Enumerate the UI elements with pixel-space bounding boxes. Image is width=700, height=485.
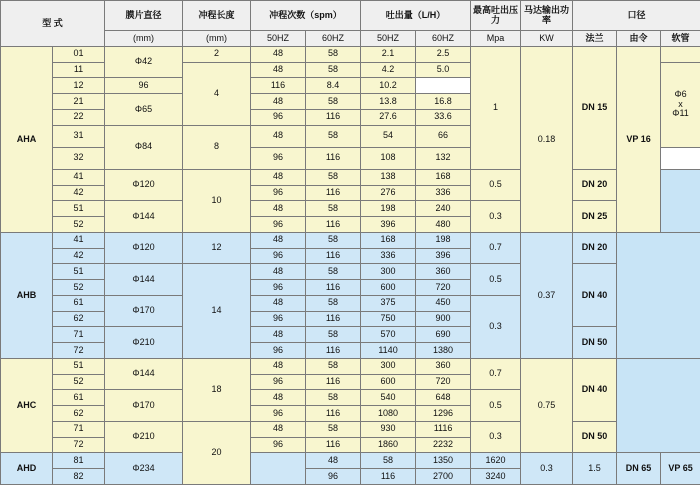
- out50-cell: 600: [361, 280, 416, 296]
- out50-cell: 2700: [416, 469, 471, 485]
- pressure-cell: 0.5: [471, 390, 521, 422]
- freq50-cell: 48: [251, 421, 306, 437]
- code-cell: 01: [53, 46, 105, 62]
- out50-cell: 13.8: [361, 94, 416, 110]
- freq60-cell: 58: [306, 169, 361, 185]
- flange-cell: DN 20: [573, 169, 617, 201]
- out60-cell: 198: [416, 232, 471, 248]
- model-ahc: AHC: [1, 358, 53, 453]
- freq50-cell: 96: [251, 185, 306, 201]
- out60-cell: 396: [416, 248, 471, 264]
- out50-cell: 8.4: [306, 78, 361, 94]
- freq50-cell: 96: [251, 280, 306, 296]
- out60-cell: 3240: [471, 469, 521, 485]
- freq50-cell: 96: [251, 374, 306, 390]
- freq60-cell: 58: [306, 358, 361, 374]
- header-freq-60: 60HZ: [306, 31, 361, 47]
- out50-cell: 2.1: [361, 46, 416, 62]
- diaphragm-cell: Φ65: [105, 94, 183, 126]
- diaphragm-cell: Φ170: [105, 295, 183, 327]
- diaphragm-cell: Φ170: [105, 390, 183, 422]
- freq50-cell: 96: [251, 109, 306, 125]
- freq60-cell: 58: [306, 125, 361, 147]
- hose-spacer: [661, 46, 700, 62]
- freq60-cell: 58: [306, 46, 361, 62]
- out60-cell: 16.8: [416, 94, 471, 110]
- code-cell: 52: [53, 280, 105, 296]
- code-cell: 41: [53, 169, 105, 185]
- header-freq-50: 50HZ: [251, 31, 306, 47]
- header-stroke-unit: (mm): [183, 31, 251, 47]
- diaphragm-cell: Φ42: [105, 46, 183, 78]
- out60-cell: 648: [416, 390, 471, 406]
- model-aha: AHA: [1, 46, 53, 232]
- table-row: [1, 232, 700, 248]
- out50-cell: 375: [361, 295, 416, 311]
- out50-cell: 276: [361, 185, 416, 201]
- pressure-cell: 0.7: [471, 232, 521, 264]
- header-diaphragm: 膜片直径: [105, 1, 183, 31]
- out60-cell: 336: [416, 185, 471, 201]
- motor-cell: 1.5: [573, 453, 617, 485]
- out60-cell: 690: [416, 327, 471, 343]
- freq50-cell: 96: [251, 343, 306, 359]
- freq50-cell: 48: [251, 358, 306, 374]
- freq50-cell: 48: [251, 169, 306, 185]
- freq50-cell: 48: [251, 295, 306, 311]
- diaphragm-cell: Φ144: [105, 358, 183, 390]
- code-cell: 81: [53, 453, 105, 469]
- code-cell: 62: [53, 311, 105, 327]
- freq50-cell: 48: [251, 232, 306, 248]
- code-cell: 82: [53, 469, 105, 485]
- freq50-cell: 96: [105, 78, 183, 94]
- freq50-cell: 96: [251, 311, 306, 327]
- out50-cell: 1860: [361, 437, 416, 453]
- freq50-cell: 48: [251, 125, 306, 147]
- freq60-cell: 58: [306, 94, 361, 110]
- flange-cell: DN 65: [617, 453, 661, 485]
- freq50-cell: 48: [251, 46, 306, 62]
- table-row: [1, 201, 700, 217]
- hose-line-1: Φ6: [674, 89, 687, 100]
- out50-cell: 138: [361, 169, 416, 185]
- out50-cell: 108: [361, 147, 416, 169]
- freq60-cell: 58: [306, 264, 361, 280]
- out60-cell: 66: [416, 125, 471, 147]
- out60-cell: 360: [416, 358, 471, 374]
- header-output: 吐出量（L/H）: [361, 1, 471, 31]
- freq60-cell: 116: [306, 374, 361, 390]
- freq50-cell: 48: [251, 390, 306, 406]
- out50-cell: 1350: [416, 453, 471, 469]
- out50-cell: 570: [361, 327, 416, 343]
- header-flange: 法兰: [573, 31, 617, 47]
- stroke-cell: 8: [183, 125, 251, 169]
- code-cell: 62: [53, 406, 105, 422]
- table-row: [1, 46, 700, 62]
- diaphragm-cell: Φ120: [105, 232, 183, 264]
- union-cell: VP 16: [617, 46, 661, 232]
- out50-cell: 336: [361, 248, 416, 264]
- stroke-cell: 14: [183, 264, 251, 359]
- flange-cell: DN 50: [573, 421, 617, 453]
- header-motor-power: 马达输出功率: [521, 1, 573, 31]
- out60-cell: 132: [416, 147, 471, 169]
- hose-line-3: Φ11: [672, 108, 689, 119]
- out60-cell: 5.0: [416, 62, 471, 78]
- pressure-cell: 0.3: [471, 421, 521, 453]
- stroke-cell: 2: [183, 46, 251, 62]
- code-cell: 61: [53, 390, 105, 406]
- flange-cell: DN 40: [573, 358, 617, 421]
- model-ahd: AHD: [1, 453, 53, 485]
- model-ahb: AHB: [1, 232, 53, 358]
- freq50-cell: 48: [251, 327, 306, 343]
- header-row-1: [1, 1, 700, 31]
- code-cell: 51: [53, 201, 105, 217]
- code-cell: 52: [53, 217, 105, 233]
- out50-cell: 54: [361, 125, 416, 147]
- freq60-cell: 58: [306, 232, 361, 248]
- code-cell: 72: [53, 437, 105, 453]
- pressure-cell: 0.3: [471, 295, 521, 358]
- stroke-cell: 4: [183, 62, 251, 125]
- freq60-cell: 116: [306, 217, 361, 233]
- code-cell: 71: [53, 421, 105, 437]
- header-output-60: 60HZ: [416, 31, 471, 47]
- freq60-cell: 116: [361, 469, 416, 485]
- freq60-cell: 116: [306, 343, 361, 359]
- freq60-cell: 58: [306, 295, 361, 311]
- freq50-cell: 96: [251, 437, 306, 453]
- code-cell: 42: [53, 185, 105, 201]
- hose-cell: [661, 62, 700, 147]
- table-row: [1, 421, 700, 437]
- diaphragm-cell: Φ210: [105, 327, 183, 359]
- hose-line-2: x: [678, 98, 683, 109]
- stroke-cell: [251, 453, 306, 485]
- stroke-cell: 12: [183, 232, 251, 264]
- freq50-cell: 48: [251, 62, 306, 78]
- freq50-cell: 48: [251, 264, 306, 280]
- header-pressure-unit: Mpa: [471, 31, 521, 47]
- header-stroke-frequency: 冲程次数（spm）: [251, 1, 361, 31]
- diaphragm-cell: Φ210: [105, 421, 183, 453]
- code-cell: 32: [53, 147, 105, 169]
- freq50-cell: 96: [251, 248, 306, 264]
- pressure-cell: 0.7: [471, 358, 521, 390]
- out50-cell: 930: [361, 421, 416, 437]
- out50-cell: 168: [361, 232, 416, 248]
- freq60-cell: 58: [361, 453, 416, 469]
- freq50-cell: 96: [251, 406, 306, 422]
- freq50-cell: 96: [306, 469, 361, 485]
- flange-cell: DN 20: [573, 232, 617, 264]
- stroke-cell: 18: [183, 358, 251, 421]
- pressure-cell: 0.3: [471, 201, 521, 233]
- out50-cell: 540: [361, 390, 416, 406]
- freq60-cell: 58: [306, 421, 361, 437]
- diaphragm-cell: Φ144: [105, 264, 183, 296]
- table-row: [1, 453, 700, 469]
- header-stroke-length: 冲程长度: [183, 1, 251, 31]
- stroke-cell: 20: [183, 421, 251, 484]
- code-cell: 11: [53, 62, 105, 78]
- diaphragm-cell: Φ120: [105, 169, 183, 201]
- motor-cell: 0.37: [521, 232, 573, 358]
- freq60-cell: 116: [306, 147, 361, 169]
- stroke-cell: 10: [183, 169, 251, 232]
- out60-cell: 1296: [416, 406, 471, 422]
- out50-cell: 300: [361, 264, 416, 280]
- code-cell: 22: [53, 109, 105, 125]
- out50-cell: 1140: [361, 343, 416, 359]
- out50-cell: 198: [361, 201, 416, 217]
- out50-cell: 1080: [361, 406, 416, 422]
- flange-cell: DN 15: [573, 46, 617, 169]
- freq50-cell: 48: [306, 453, 361, 469]
- diaphragm-cell: Φ84: [105, 125, 183, 169]
- pressure-cell: 1: [471, 46, 521, 169]
- flange-cell: DN 40: [573, 264, 617, 327]
- out60-cell: 2.5: [416, 46, 471, 62]
- code-cell: 72: [53, 343, 105, 359]
- out50-cell: 750: [361, 311, 416, 327]
- header-max-pressure: 最高吐出压力: [471, 1, 521, 31]
- freq60-cell: 116: [306, 109, 361, 125]
- freq60-cell: 58: [306, 201, 361, 217]
- hose-empty: [661, 169, 700, 232]
- out50-cell: 600: [361, 374, 416, 390]
- freq60-cell: 116: [306, 248, 361, 264]
- out60-cell: 33.6: [416, 109, 471, 125]
- out60-cell: 1620: [471, 453, 521, 469]
- header-hose: 软管: [661, 31, 700, 47]
- union-cell: VP 65: [661, 453, 700, 485]
- out60-cell: 900: [416, 311, 471, 327]
- out60-cell: 480: [416, 217, 471, 233]
- freq60-cell: 116: [306, 185, 361, 201]
- out60-cell: 1116: [416, 421, 471, 437]
- flange-cell: DN 50: [573, 327, 617, 359]
- table-row: [1, 169, 700, 185]
- flange-cell: DN 25: [573, 201, 617, 233]
- freq60-cell: 116: [306, 437, 361, 453]
- out60-cell: 10.2: [361, 78, 416, 94]
- out60-cell: 720: [416, 374, 471, 390]
- out60-cell: 2232: [416, 437, 471, 453]
- code-cell: 31: [53, 125, 105, 147]
- out50-cell: 27.6: [361, 109, 416, 125]
- header-motor-unit: KW: [521, 31, 573, 47]
- table-row: [1, 358, 700, 374]
- pressure-cell: 0.5: [471, 169, 521, 201]
- header-caliber: 口径: [573, 1, 700, 31]
- caliber-empty: [617, 232, 700, 358]
- table-row: [1, 327, 700, 343]
- out60-cell: 360: [416, 264, 471, 280]
- freq60-cell: 116: [306, 280, 361, 296]
- motor-cell: 0.18: [521, 46, 573, 232]
- header-union: 由令: [617, 31, 661, 47]
- caliber-empty: [617, 358, 700, 453]
- diaphragm-cell: Φ234: [105, 453, 183, 485]
- freq50-cell: 48: [251, 201, 306, 217]
- table-row: [1, 264, 700, 280]
- header-diaphragm-unit: (mm): [105, 31, 183, 47]
- diaphragm-cell: Φ144: [105, 201, 183, 233]
- freq50-cell: 96: [251, 217, 306, 233]
- code-cell: 52: [53, 374, 105, 390]
- out60-cell: 240: [416, 201, 471, 217]
- freq60-cell: 116: [306, 311, 361, 327]
- out60-cell: 1380: [416, 343, 471, 359]
- motor-cell: 0.75: [521, 358, 573, 453]
- freq60-cell: 116: [251, 78, 306, 94]
- out50-cell: 4.2: [361, 62, 416, 78]
- header-row-2: [1, 31, 700, 47]
- freq60-cell: 116: [306, 406, 361, 422]
- code-cell: 21: [53, 94, 105, 110]
- freq60-cell: 58: [306, 62, 361, 78]
- code-cell: 42: [53, 248, 105, 264]
- out60-cell: 168: [416, 169, 471, 185]
- freq50-cell: 96: [251, 147, 306, 169]
- code-cell: 71: [53, 327, 105, 343]
- freq60-cell: 58: [306, 390, 361, 406]
- out60-cell: 720: [416, 280, 471, 296]
- freq60-cell: 58: [306, 327, 361, 343]
- code-cell: 61: [53, 295, 105, 311]
- out50-cell: 396: [361, 217, 416, 233]
- pressure-cell: 0.3: [521, 453, 573, 485]
- freq50-cell: 48: [251, 94, 306, 110]
- out60-cell: 450: [416, 295, 471, 311]
- header-model: 型 式: [1, 1, 105, 47]
- code-cell: 41: [53, 232, 105, 248]
- code-cell: 51: [53, 264, 105, 280]
- header-output-50: 50HZ: [361, 31, 416, 47]
- code-cell: 51: [53, 358, 105, 374]
- code-cell: 12: [53, 78, 105, 94]
- pressure-cell: 0.5: [471, 264, 521, 296]
- out50-cell: 300: [361, 358, 416, 374]
